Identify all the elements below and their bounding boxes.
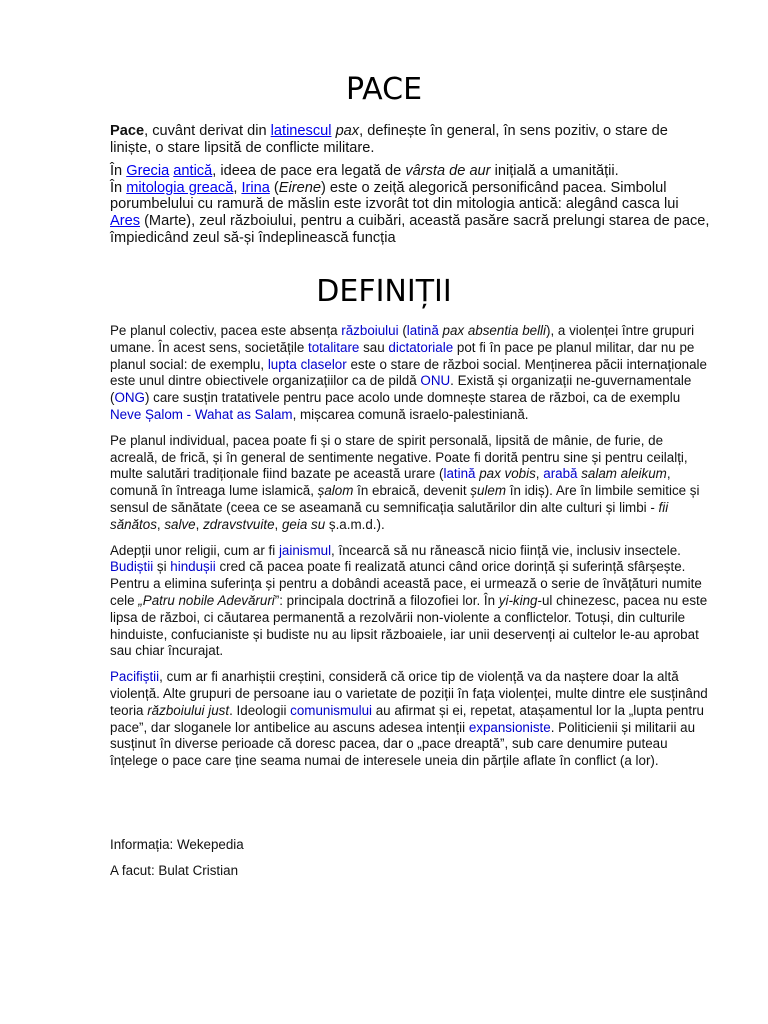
definition-paragraph-3: Adepții unor religii, cum ar fi jainismul, încearcă să nu rănească nicio ființă vie, inclusiv insectele. Budiștii și hindușii cred că pacea poate fi realizată atunci când orice dorință și suferință sfârșește. Pentru a elimina suferința și pentru a dobândi această pace, ei urmează o serie de învățături numite cele „Patru nobile Adevăruri”: principala doctrină a filozofiei lor. În yi-king-ul chinezesc, pacea nu este lipsa de război, ci căutarea permanentă a rezolvării non-violente a conflictelor. Totuși, din culturile hinduiste, confucianiste și budiste nu au lipsit războaiele, iar unii deservenți ai cultelor le-au aprobat sau chiar încurajat. <box>110 542 708 659</box>
term-pace: Pace <box>110 123 145 139</box>
link-ares[interactable]: Ares <box>110 212 141 229</box>
link-razboiului[interactable]: războiului <box>341 323 399 338</box>
link-antica[interactable]: antică <box>173 163 213 180</box>
term-pax: pax <box>335 123 360 139</box>
link-budistii[interactable]: Budiștii <box>110 559 154 575</box>
term-salve: salve <box>164 516 196 532</box>
link-onu[interactable]: ONU <box>420 373 451 389</box>
term-razboiului-just: războiului just <box>147 702 230 718</box>
link-latina-2[interactable]: latină <box>443 466 476 482</box>
link-mitologia-greaca[interactable]: mitologia greacă <box>126 179 234 196</box>
link-expansioniste[interactable]: expansioniste <box>468 719 551 735</box>
source-note: Informația: Wekepedia <box>110 837 244 852</box>
definition-paragraph-4: Pacifiștii, cum ar fi anarhiștii creștini, consideră că orice tip de violență va da naștere doar la altă violență. Alte grupuri de persoane iau o varietate de poziții în fața violenței, multe dintre ele susținând teoria războiului just. Ideologii comunismului au afirmat și ei, repetat, atașamentul lor la „lupta pentru pace”, dar sloganele lor antibelice au ascuns adesea intenții expansioniste. Politicienii și militarii au susținut în diverse perioade că doresc pacea, dar o „pace dreaptă”, sub care denumire puteau înțelege o pace care ține seama numai de interesele uneia din părțile aflate în conflict (a lor). <box>110 669 708 769</box>
term-pax-vobis: pax vobis <box>479 466 536 482</box>
intro-paragraph-2: În Grecia antică, ideea de pace era legată de vârsta de aur inițială a umanității. În mitologia greacă, Irina (Eirene) este o zeiță alegorică personificând pacea. Simbolul porumbelului cu ramură de măslin este izvorât tot din mitologia antică: alegând casca lui Ares (Marte), zeul războiului, pentru a cuibări, această pasăre sacră prelungi starea de pace, împiedicând zeul să-și îndeplinească funcția <box>110 163 710 246</box>
link-comunismului[interactable]: comunismului <box>290 702 373 718</box>
author-note: A facut: Bulat Cristian <box>110 862 239 878</box>
intro-section <box>110 123 710 246</box>
term-sulem: șulem <box>470 483 506 499</box>
link-hindusii[interactable]: hindușii <box>170 559 216 575</box>
link-grecia[interactable]: Grecia <box>126 163 170 180</box>
link-dictatoriale[interactable]: dictatoriale <box>388 339 454 355</box>
term-patru-nobile-adevaruri: „Patru nobile Adevăruri <box>138 592 275 608</box>
link-latinescul[interactable]: latinescul <box>270 123 332 139</box>
definition-paragraph-2: Pe planul individual, pacea poate fi și o stare de spirit personală, lipsită de mânie, de furie, de acreală, de frică, și în general de sentimente negative. Poate fi dorită pentru sine și pentru ceilalți, multe salutări tradiționale fiind bazate pe această urare (latină pax vobis, arabă salam aleikum, comună în întreaga lume islamică, șalom în ebraică, devenit șulem în idiș). Are în limbile semitice și sensul de sănătate (ceea ce se aseamană cu semnificația salutărilor din alte culturi și limbi - fii sănătos, salve, zdravstvuite, geia su ș.a.m.d.). <box>110 432 700 532</box>
footer-section <box>110 837 710 880</box>
definitions-section <box>110 323 710 770</box>
link-pacifistii[interactable]: Pacifiștii <box>110 669 160 685</box>
term-salom: șalom <box>317 483 354 499</box>
term-zdravstvuite: zdravstvuite <box>203 516 275 532</box>
intro-paragraph-1: Pace, cuvânt derivat din latinescul pax, definește în general, în sens pozitiv, o stare de liniște, o stare lipsită de conflicte militare. <box>110 123 668 156</box>
definition-paragraph-1: Pe planul colectiv, pacea este absența războiului (latină pax absentia belli), a violenței între grupuri umane. În acest sens, societățile totalitare sau dictatoriale pot fi în pace pe planul militar, dar nu pe planul social: de exemplu, lupta claselor este o stare de război social. Menținerea păcii internaționale este unul dintre obiectivele organizațiilor ca de pildă ONU. Există și organizații ne-guvernamentale (ONG) care susțin tratativele pentru pace acolo unde domnește starea de război, ca de exemplu Neve Șalom - Wahat as Salam, mișcarea comună israelo-palestiniană. <box>110 323 707 422</box>
term-fii-sanatos: fii sănătos <box>110 499 669 532</box>
link-lupta-claselor[interactable]: lupta claselor <box>267 356 347 372</box>
link-jainismul[interactable]: jainismul <box>278 542 332 558</box>
link-totalitare[interactable]: totalitare <box>308 339 360 355</box>
link-latina[interactable]: latină <box>406 323 439 338</box>
link-irina[interactable]: Irina <box>241 179 270 196</box>
term-pax-absentia-belli: pax absentia belli <box>442 323 547 338</box>
term-geia-su: geia su <box>281 516 326 532</box>
term-varsta-de-aur: vârsta de aur <box>405 163 491 180</box>
term-yi-king: yi-king <box>498 592 538 608</box>
section-title-definitii: DEFINIȚII <box>316 274 452 309</box>
term-salam-aleikum: salam aleikum <box>581 466 667 482</box>
link-araba[interactable]: arabă <box>543 466 578 482</box>
link-ong[interactable]: ONG <box>114 390 145 406</box>
link-neve-salom[interactable]: Neve Șalom - Wahat as Salam <box>110 406 293 422</box>
page-title: PACE <box>345 72 423 107</box>
term-eirene: Eirene <box>278 179 321 196</box>
